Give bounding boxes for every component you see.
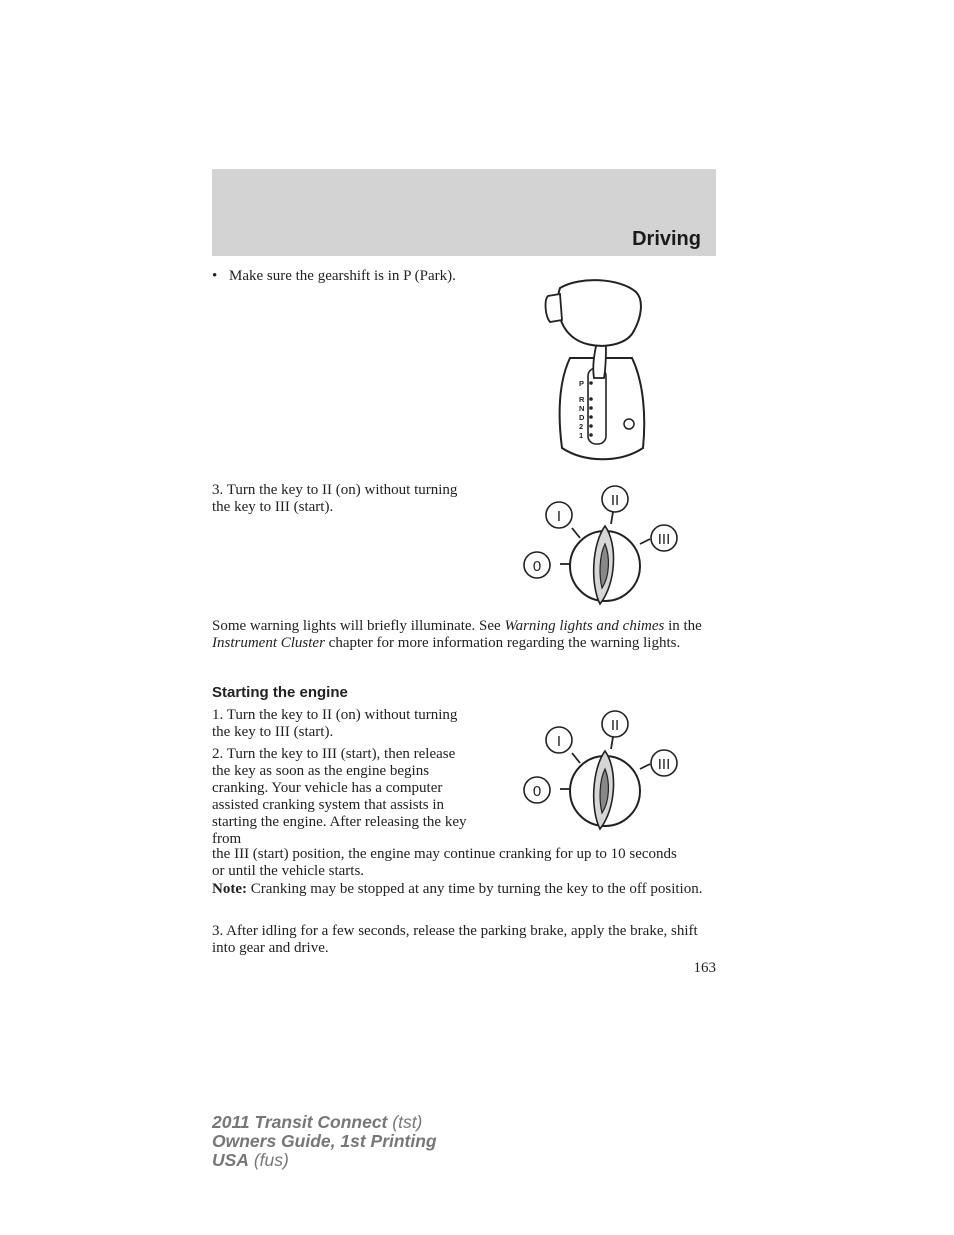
warning-text-2: in the [664, 618, 702, 634]
note-paragraph [212, 881, 722, 898]
warning-lights-paragraph [212, 618, 717, 652]
ignition-label-iii: III [657, 531, 671, 548]
warning-text-3: chapter for more information regarding the warning lights. [324, 635, 681, 651]
ignition-label-i: I [556, 733, 562, 750]
ignition-label-ii: II [610, 492, 620, 509]
footer-model-code: (tst) [387, 1112, 423, 1132]
ignition-label-off: 0 [532, 558, 542, 575]
ignition-label-iii: III [657, 756, 671, 773]
gearshift-illustration [540, 278, 652, 464]
starting-step-2b: the III (start) position, the engine may continue cranking for up to 10 seconds or until the vehicle starts. [212, 846, 677, 879]
ignition-label-i: I [556, 508, 562, 525]
gear-label-2: 2 [579, 422, 584, 431]
gear-label-n: N [579, 404, 585, 413]
ignition-illustration-1 [520, 484, 685, 608]
page-number: 163 [693, 960, 716, 976]
footer-market: USA [212, 1150, 249, 1170]
footer-market-code: (fus) [248, 1150, 289, 1170]
gear-label-1: 1 [579, 431, 584, 440]
gear-label-d: D [579, 413, 585, 422]
warning-text-1: Some warning lights will briefly illuminate. See [212, 618, 505, 634]
starting-engine-heading: Starting the engine [212, 684, 348, 701]
bullet-icon: • [212, 268, 218, 284]
ignition-label-off: 0 [532, 783, 542, 800]
step-turn-key-text: 3. Turn the key to II (on) without turning the key to III (start). [212, 482, 458, 515]
instrument-cluster-ref: Instrument Cluster [212, 635, 325, 651]
header-band [212, 169, 716, 256]
footer-guide: Owners Guide, 1st Printing [212, 1131, 437, 1151]
ignition-illustration-2 [520, 709, 685, 833]
gear-label-p: P [579, 379, 585, 388]
bullet-text: Make sure the gearshift is in P (Park). [229, 268, 456, 284]
starting-step-2a: 2. Turn the key to III (start), then release the key as soon as the engine begins cranking. Your vehicle has a computer assisted cranking system that assists in starting the engine. After releasing the key from [212, 746, 467, 847]
starting-step-1: 1. Turn the key to II (on) without turning the key to III (start). [212, 707, 458, 740]
warning-lights-ref: Warning lights and chimes [504, 618, 665, 634]
shift-lock-button-icon [624, 419, 634, 429]
note-label: Note: [212, 881, 247, 897]
gear-label-r: R [579, 395, 585, 404]
section-title: Driving [632, 228, 701, 250]
note-text: Cranking may be stopped at any time by turning the key to the off position. [246, 881, 703, 897]
footer-model: 2011 Transit Connect [212, 1112, 388, 1132]
starting-step-3: 3. After idling for a few seconds, release the parking brake, apply the brake, shift into gear and drive. [212, 923, 698, 956]
footer-imprint [212, 1113, 437, 1170]
ignition-label-ii: II [610, 717, 620, 734]
